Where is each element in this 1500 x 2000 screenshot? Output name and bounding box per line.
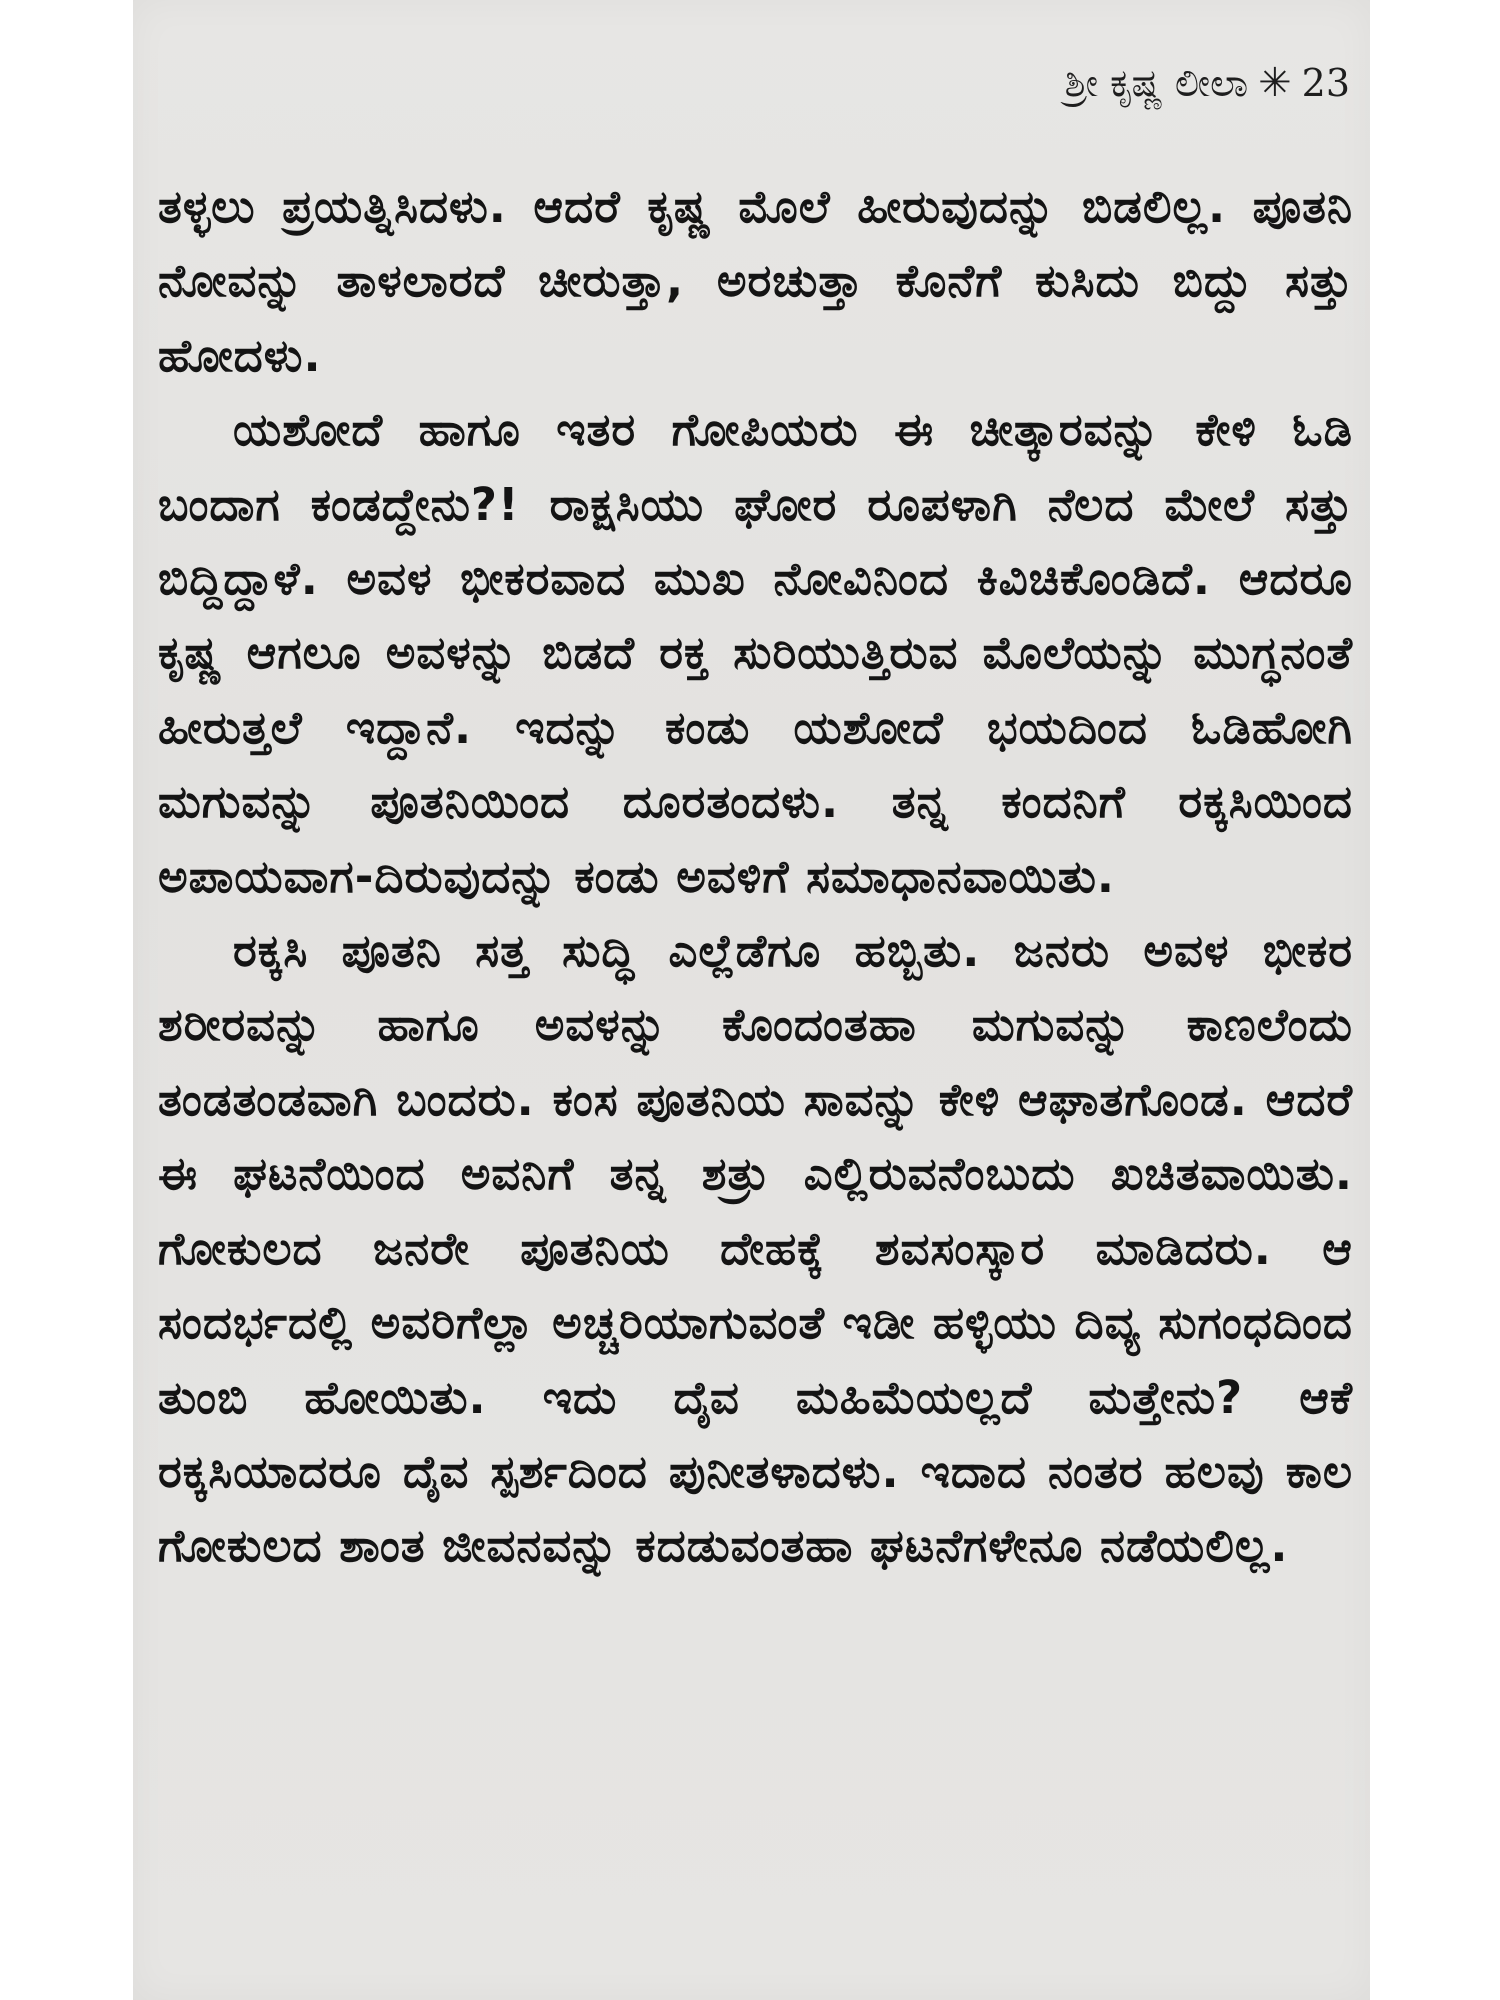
body-text: [158, 170, 1353, 1584]
book-page: [133, 0, 1370, 2000]
page-number: 23: [1301, 61, 1350, 105]
paragraph-2: ಯಶೋದೆ ಹಾಗೂ ಇತರ ಗೋಪಿಯರು ಈ ಚೀತ್ಕಾರವನ್ನು ಕೇಳಿ ಓಡಿ ಬಂದಾಗ ಕಂಡದ್ದೇನು?! ರಾಕ್ಷಸಿಯು ಘೋರ ರೂಪಳಾಗಿ ನೆಲದ ಮೇಲೆ ಸತ್ತು ಬಿದ್ದಿದ್ದಾಳೆ. ಅವಳ ಭೀಕರವಾದ ಮುಖ ನೋವಿನಿಂದ ಕಿವಿಚಿಕೊಂಡಿದೆ. ಆದರೂ ಕೃಷ್ಣ ಆಗಲೂ ಅವಳನ್ನು ಬಿಡದೆ ರಕ್ತ ಸುರಿಯುತ್ತಿರುವ ಮೊಲೆಯನ್ನು ಮುಗ್ಧನಂತೆ ಹೀರುತ್ತಲೆ ಇದ್ದಾನೆ. ಇದನ್ನು ಕಂಡು ಯಶೋದೆ ಭಯದಿಂದ ಓಡಿಹೋಗಿ ಮಗುವನ್ನು ಪೂತನಿಯಿಂದ ದೂರತಂದಳು. ತನ್ನ ಕಂದನಿಗೆ ರಕ್ಕಸಿಯಿಂದ ಅಪಾಯವಾಗ-ದಿರುವುದನ್ನು ಕಂಡು ಅವಳಿಗೆ ಸಮಾಧಾನವಾಯಿತು.: [158, 403, 1353, 903]
running-header: [1065, 60, 1350, 106]
book-title: ಶ್ರೀ ಕೃಷ್ಣ ಲೀಲಾ: [1064, 60, 1249, 105]
paragraph-3: ರಕ್ಕಸಿ ಪೂತನಿ ಸತ್ತ ಸುದ್ಧಿ ಎಲ್ಲೆಡೆಗೂ ಹಬ್ಬಿತು. ಜನರು ಅವಳ ಭೀಕರ ಶರೀರವನ್ನು ಹಾಗೂ ಅವಳನ್ನು ಕೊಂದಂತಹಾ ಮಗುವನ್ನು ಕಾಣಲೆಂದು ತಂಡತಂಡವಾಗಿ ಬಂದರು. ಕಂಸ ಪೂತನಿಯ ಸಾವನ್ನು ಕೇಳಿ ಆಘಾತಗೊಂಡ. ಆದರೆ ಈ ಘಟನೆಯಿಂದ ಅವನಿಗೆ ತನ್ನ ಶತ್ರು ಎಲ್ಲಿರುವನೆಂಬುದು ಖಚಿತವಾಯಿತು. ಗೋಕುಲದ ಜನರೇ ಪೂತನಿಯ ದೇಹಕ್ಕೆ ಶವಸಂಸ್ಕಾರ ಮಾಡಿದರು. ಆ ಸಂದರ್ಭದಲ್ಲಿ ಅವರಿಗೆಲ್ಲಾ ಅಚ್ಚರಿಯಾಗುವಂತೆ ಇಡೀ ಹಳ್ಳಿಯು ದಿವ್ಯ ಸುಗಂಧದಿಂದ ತುಂಬಿ ಹೋಯಿತು. ಇದು ದೈವ ಮಹಿಮೆಯಲ್ಲದೆ ಮತ್ತೇನು? ಆಕೆ ರಕ್ಕಸಿಯಾದರೂ ದೈವ ಸ್ಪರ್ಶದಿಂದ ಪುನೀತಳಾದಳು. ಇದಾದ ನಂತರ ಹಲವು ಕಾಲ ಗೋಕುಲದ ಶಾಂತ ಜೀವನವನ್ನು ಕದಡುವಂತಹಾ ಘಟನೆಗಳೇನೂ ನಡೆಯಲಿಲ್ಲ.: [158, 924, 1353, 1573]
asterisk-icon: ✳: [1258, 60, 1292, 106]
paragraph-1: ತಳ್ಳಲು ಪ್ರಯತ್ನಿಸಿದಳು. ಆದರೆ ಕೃಷ್ಣ ಮೊಲೆ ಹೀರುವುದನ್ನು ಬಿಡಲಿಲ್ಲ. ಪೂತನಿ ನೋವನ್ನು ತಾಳಲಾರದೆ ಚೀರುತ್ತಾ, ಅರಚುತ್ತಾ ಕೊನೆಗೆ ಕುಸಿದು ಬಿದ್ದು ಸತ್ತು ಹೋದಳು.: [158, 180, 1353, 382]
